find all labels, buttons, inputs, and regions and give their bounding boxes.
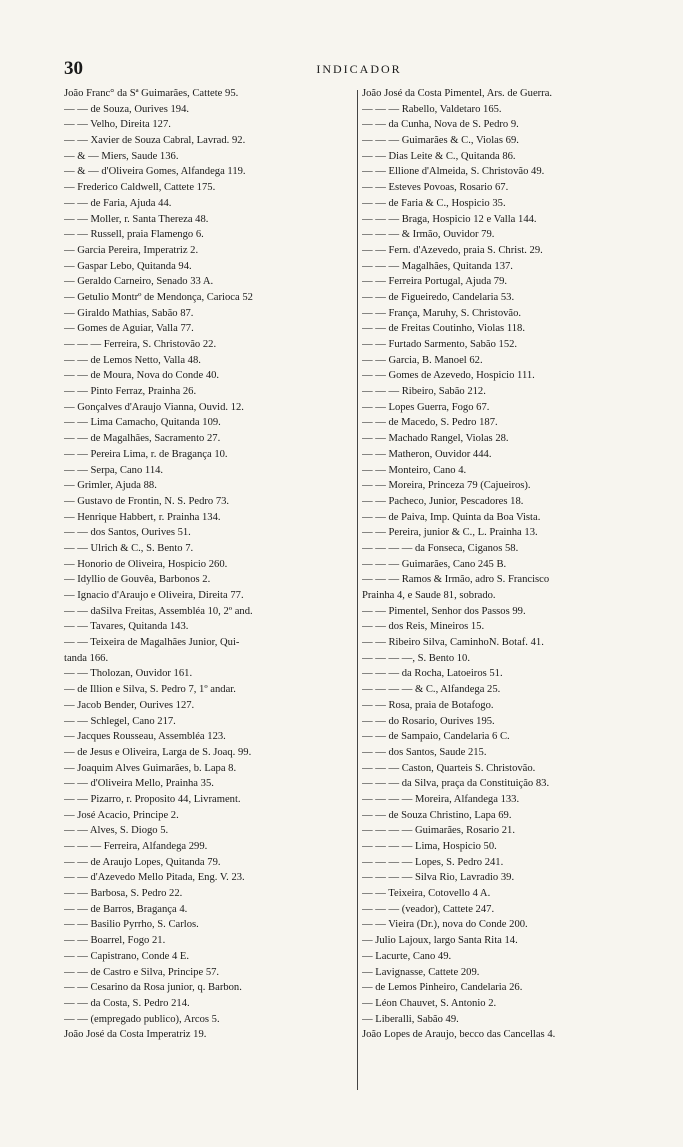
running-head: INDICADOR [316,62,402,76]
directory-entry: — — dos Santos, Saude 215. [362,746,487,758]
page-number: 30 [64,58,83,79]
directory-entry: — — Vieira (Dr.), nova do Conde 200. [362,919,528,931]
directory-entry: — Frederico Caldwell, Cattete 175. [64,182,216,194]
directory-entry: — — Rosa, praia de Botafogo. [362,699,494,711]
directory-entry: — Gaspar Lebo, Quitanda 94. [64,260,192,272]
directory-entry: — — d'Oliveira Mello, Prainha 35. [64,778,214,790]
directory-entry: — — Pereira, junior & C., L. Prainha 13. [362,527,538,539]
directory-entry: — — de Araujo Lopes, Quitanda 79. [64,856,221,868]
directory-entry: — — de Souza Christino, Lapa 69. [362,809,512,821]
directory-entry: — Lacurte, Cano 49. [362,950,452,962]
directory-entry: — — Alves, S. Diogo 5. [64,825,169,837]
directory-entry: — Giraldo Mathias, Sabão 87. [64,307,194,319]
directory-entry: — — Fern. d'Azevedo, praia S. Christ. 29. [362,244,543,256]
directory-entry: — — — —, S. Bento 10. [362,652,471,664]
directory-entry: — — Pizarro, r. Proposito 44, Livrament. [64,793,241,805]
directory-entry: — — Gomes de Azevedo, Hospicio 111. [362,370,535,382]
directory-entry: — Lavignasse, Cattete 209. [362,966,480,978]
directory-entry: — — — Ferreira, S. Christovão 22. [64,339,217,350]
directory-entry: — — — Ferreira, Alfandega 299. [64,841,208,852]
directory-entry: — — — Magalhães, Quitanda 137. [362,260,513,272]
directory-entry: — Henrique Habbert, r. Prainha 134. [64,511,221,523]
directory-entry: João José da Costa Pimentel, Ars. de Guerra. [362,88,553,99]
directory-entry: — — — & Irmão, Ouvidor 79. [362,229,495,241]
directory-entry: — — d'Azevedo Mello Pitada, Eng. V. 23. [64,872,245,884]
directory-entry: — Jacques Rousseau, Assembléa 123. [64,731,226,743]
directory-entry: — Garcia Pereira, Imperatriz 2. [64,244,199,256]
directory-entry: — — — Guimarães & C., Violas 69. [362,135,519,147]
directory-entry: — — Ferreira Portugal, Ajuda 79. [362,276,508,288]
directory-entry: — & — Miers, Saude 136. [64,150,179,162]
directory-entry: — Gomes de Aguiar, Valla 77. [64,323,194,335]
directory-entry: — — Teixeira, Cotovello 4 A. [362,888,491,900]
directory-entry: — — Moreira, Princeza 79 (Cajueiros). [362,480,531,492]
directory-entry: João José da Costa Imperatriz 19. [64,1029,207,1041]
directory-entry: — — — — Silva Rio, Lavradio 39. [362,872,515,884]
directory-entry: — — Cesarino da Rosa junior, q. Barbon. [64,982,242,994]
directory-entry: — Léon Chauvet, S. Antonio 2. [362,997,497,1009]
directory-entry: — Jacob Bender, Ourives 127. [64,699,195,711]
directory-entry: — — — — & C., Alfandega 25. [362,684,501,696]
directory-entry: — — (empregado publico), Arcos 5. [64,1013,220,1025]
directory-entry: — — Matheron, Ouvidor 444. [362,448,492,460]
directory-entry: João Lopes de Araujo, becco das Cancellas 4. [362,1029,556,1041]
directory-entry: — Grimler, Ajuda 88. [64,480,157,492]
directory-entry: — — de Castro e Silva, Principe 57. [64,966,220,978]
directory-entry: — Gustavo de Frontin, N. S. Pedro 73. [64,495,230,507]
directory-entry: — — Teixeira de Magalhães Junior, Qui- [64,637,240,649]
directory-entry: — — — Ramos & Irmão, adro S. Francisco [362,574,550,586]
directory-entry: — — Capistrano, Conde 4 E. [64,950,190,962]
directory-entry: — — Barbosa, S. Pedro 22. [64,888,183,900]
directory-entry: — Ignacio d'Araujo e Oliveira, Direita 77. [64,590,244,601]
directory-entry: — de Illion e Silva, S. Pedro 7, 1º andar. [64,684,236,696]
directory-entry: — — de Souza, Ourives 194. [64,103,190,115]
directory-entry: — — de Macedo, S. Pedro 187. [362,417,498,429]
directory-entry: — — Pinto Ferraz, Prainha 26. [64,386,197,398]
directory-entry: — — de Faria & C., Hospicio 35. [362,197,506,209]
directory-entry: — — Basilio Pyrrho, S. Carlos. [64,919,199,931]
directory-entry: — — de Paiva, Imp. Quinta da Boa Vista. [362,511,541,523]
directory-entry: — — Furtado Sarmento, Sabão 152. [362,339,518,350]
directory-entry: — — Tholozan, Ouvidor 161. [64,668,193,680]
right-column [362,86,656,1043]
directory-entry: — — — da Rocha, Latoeiros 51. [362,668,503,680]
directory-entry: — — daSilva Freitas, Assembléa 10, 2º and. [64,605,253,617]
column-divider [357,90,358,1090]
directory-entry: — — da Cunha, Nova de S. Pedro 9. [362,119,519,131]
directory-entry: — — Serpa, Cano 114. [64,464,164,476]
directory-entry: Prainha 4, e Saude 81, sobrado. [362,590,496,601]
directory-entry: — — França, Maruhy, S. Christovão. [362,307,522,319]
directory-entry: — — — — Guimarães, Rosario 21. [362,825,515,837]
directory-entry: — — — — Moreira, Alfandega 133. [362,793,520,805]
directory-entry: — Honorio de Oliveira, Hospicio 260. [64,558,228,570]
directory-entry: — — de Barros, Bragança 4. [64,903,188,915]
directory-entry: — — Lopes Guerra, Fogo 67. [362,401,490,413]
directory-entry: — — — Caston, Quarteis S. Christovão. [362,762,536,774]
entries-columns [64,86,656,1096]
directory-entry: — — Tavares, Quitanda 143. [64,621,189,633]
directory-entry: — — Boarrel, Fogo 21. [64,935,166,947]
directory-entry: — & — d'Oliveira Gomes, Alfandega 119. [64,166,246,178]
directory-entry: — — dos Reis, Mineiros 15. [362,621,485,633]
directory-entry: — — Dias Leite & C., Quitanda 86. [362,150,516,162]
directory-entry: — de Lemos Pinheiro, Candelaria 26. [362,982,523,994]
directory-entry: — José Acacio, Principe 2. [64,809,179,821]
directory-entry: — Idyllio de Gouvêa, Barbonos 2. [64,574,211,586]
directory-entry: — Geraldo Carneiro, Senado 33 A. [64,276,214,288]
directory-entry: — — Monteiro, Cano 4. [362,464,467,476]
directory-entry: — — Pimentel, Senhor dos Passos 99. [362,605,526,617]
directory-entry: — — — — da Fonseca, Ciganos 58. [362,542,519,554]
directory-entry: — — Schlegel, Cano 217. [64,715,176,727]
directory-entry: — — do Rosario, Ourives 195. [362,715,495,727]
left-column [64,86,354,1043]
directory-entry: — — de Moura, Nova do Conde 40. [64,370,220,382]
directory-entry: — — Xavier de Souza Cabral, Lavrad. 92. [64,135,246,147]
directory-entry: — — de Lemos Netto, Valla 48. [64,354,201,366]
directory-entry: — Gonçalves d'Araujo Vianna, Ouvid. 12. [64,401,244,413]
directory-entry: — Getulio Montrº de Mendonça, Carioca 52 [64,291,253,303]
directory-entry: João Franc° da Sª Guimarães, Cattete 95. [64,88,239,99]
directory-entry: — — de Freitas Coutinho, Violas 118. [362,323,525,335]
directory-entry: — — de Sampaio, Candelaria 6 C. [362,731,510,743]
directory-entry: tanda 166. [64,652,109,664]
directory-entry: — — Lima Camacho, Quitanda 109. [64,417,221,429]
directory-entry: — — — da Silva, praça da Constituição 83. [362,778,550,790]
directory-entry: — — Ellione d'Almeida, S. Christovão 49. [362,166,545,178]
directory-entry: — — — Ribeiro, Sabão 212. [362,386,486,398]
directory-entry: — — de Figueiredo, Candelaria 53. [362,291,515,303]
directory-entry: — — — — Lima, Hospicio 50. [362,841,497,852]
directory-entry: — Julio Lajoux, largo Santa Rita 14. [362,935,518,947]
directory-entry: — — — Braga, Hospicio 12 e Valla 144. [362,213,537,225]
directory-entry: — — Machado Rangel, Violas 28. [362,433,509,445]
directory-entry: — — Esteves Povoas, Rosario 67. [362,182,509,194]
directory-entry: — — Ulrich & C., S. Bento 7. [64,542,194,554]
directory-entry: — — da Costa, S. Pedro 214. [64,997,190,1009]
directory-entry: — Joaquim Alves Guimarães, b. Lapa 8. [64,762,237,774]
directory-entry: — — Pereira Lima, r. de Bragança 10. [64,448,228,460]
directory-entry: — — Velho, Direita 127. [64,119,171,131]
directory-entry: — — de Magalhães, Sacramento 27. [64,433,221,445]
directory-entry: — de Jesus e Oliveira, Larga de S. Joaq. 99. [64,746,252,758]
directory-entry: — — Garcia, B. Manoel 62. [362,354,483,366]
directory-entry: — — Russell, praia Flamengo 6. [64,229,204,241]
directory-entry: — — Moller, r. Santa Thereza 48. [64,213,209,225]
directory-entry: — — Pacheco, Junior, Pescadores 18. [362,495,524,507]
directory-entry: — Liberalli, Sabão 49. [362,1013,459,1025]
page-header [64,58,654,82]
directory-entry: — — Ribeiro Silva, CaminhoN. Botaf. 41. [362,637,544,649]
directory-entry: — — — — Lopes, S. Pedro 241. [362,856,504,868]
directory-entry: — — — Rabello, Valdetaro 165. [362,103,502,115]
directory-entry: — — dos Santos, Ourives 51. [64,527,191,539]
directory-entry: — — — (veador), Cattete 247. [362,903,495,915]
directory-entry: — — de Faria, Ajuda 44. [64,197,172,209]
directory-entry: — — — Guimarães, Cano 245 B. [362,558,507,570]
